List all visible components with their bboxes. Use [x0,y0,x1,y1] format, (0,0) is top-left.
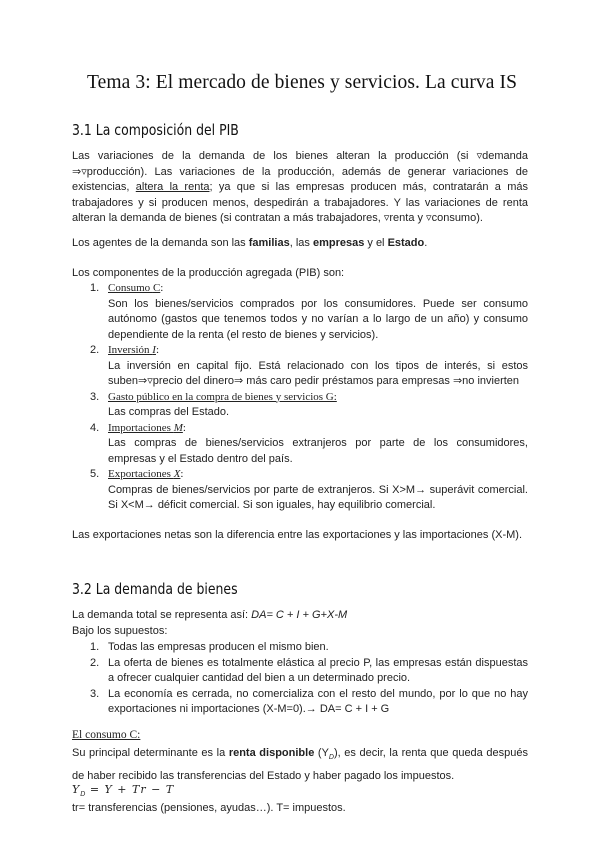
renta-disponible: renta disponible [228,747,315,759]
list-number: 1. [90,641,100,653]
underlined-phrase: altera la renta [135,181,210,193]
list-suffix: : [182,421,186,434]
list-item-heading [108,390,528,406]
list-label: Exportaciones [108,468,174,480]
formula-rest: = Y + Tr − T [85,783,175,796]
demand-text: La demanda total se representa así: [72,609,252,621]
list-label: Consumo [108,282,153,294]
page-title: Tema 3: El mercado de bienes y servicios. La curva IS [86,72,518,93]
list-item-body: Compras de bienes/servicios por parte de extranjeros. Si X>M→ superávit comercial. Si X<M→ déficit comercial. Si son iguales, hay equilibrio comercial. [108,483,528,511]
assumptions-intro: Bajo los supuestos: [72,625,168,637]
list-number: 5. [90,468,100,480]
list-item [72,421,528,468]
agents-sep: , las [289,237,313,249]
list-item-body: Son los bienes/servicios comprados por los consumidores. Puede ser consumo autónomo (gastos que tenemos todos y no varían a lo largo de un año) y consumo dependiente de la renta (el resto de bienes y servicios). [108,297,528,341]
formula-y: Y [72,783,81,796]
list-suffix: : [160,282,164,294]
paragraph-demand-variations [72,149,528,227]
list-label: Gasto público en la compra de bienes y servicios G: [108,390,337,403]
components-intro: Los componentes de la producción agregada (PIB) son: [72,267,345,279]
agent-familias: familias [248,237,290,249]
consumo-heading [72,728,528,744]
list-number: 3. [90,390,100,403]
list-number: 3. [90,687,100,700]
agents-sep: y el [364,237,388,249]
agent-estado: Estado [387,237,425,249]
demand-definition [72,608,528,624]
list-item-body: Las compras del Estado. [108,406,230,418]
list-item [72,656,528,687]
section-heading-3-1: 3.1 La composición del PIB [72,121,239,139]
list-number: 2. [90,656,100,669]
consumo-text: (Y [314,747,329,759]
list-item-heading [108,343,528,359]
list-item [72,343,528,390]
consumo-text: Su principal determinante es la [72,747,229,759]
list-item [72,281,528,343]
list-var: X [173,468,181,480]
agents-end: . [424,237,428,249]
demand-formula: DA= C + I + G+X-M [251,609,348,621]
disposable-income-formula [72,782,528,803]
agents-text: Los agentes de la demanda son las [72,237,249,249]
list-item-heading [108,467,528,483]
list-item-body: Todas las empresas producen el mismo bien. [108,641,329,653]
paragraph-text: Las variaciones de la demanda de los bienes alteran la producción (si ▿demanda ⇒▿producción). Las variaciones de la producción, además de generar variaciones de existencias, [72,150,528,193]
consumo-text: ), es decir, la renta que queda después de haber recibido las transferencias del Estado y haber pagado los impuestos. [72,747,528,782]
list-suffix: : [180,468,184,480]
assumptions-list [72,640,528,718]
agent-empresas: empresas [312,237,365,249]
section-heading-3-2: 3.2 La demanda de bienes [72,580,238,598]
list-var: M [173,421,183,434]
list-item [72,640,528,656]
list-item [72,390,528,421]
paragraph-agents [72,236,528,252]
net-exports-line: Las exportaciones netas son la diferencia entre las exportaciones y las importaciones (X-M). [72,529,523,541]
list-var: I [152,344,156,356]
subscript: D [328,754,334,761]
list-var: C [152,282,161,294]
list-item-heading [108,281,528,297]
list-item [72,687,528,718]
consumo-paragraph [72,744,528,785]
list-item-heading [108,421,528,437]
list-label: Inversión [108,344,153,356]
list-number: 2. [90,344,100,356]
list-number: 1. [90,282,100,294]
paragraph-text-end: ; ya que si las empresas producen más, contratarán a más trabajadores y si producen menos, despedirán a trabajadores. Y las variaciones de renta alteran la demanda de bienes (si contratan a más trabajadores, ▿renta y ▿consumo). [72,181,528,224]
list-suffix: : [155,344,160,356]
consumo-heading-text: El consumo C: [72,729,141,741]
list-number: 4. [90,421,100,434]
list-item-body: La oferta de bienes es totalmente elástica al precio P, las empresas están dispuestas a ofrecer cualquier cantidad del bien a un determinado precio. [108,656,528,684]
components-list [72,281,528,514]
list-item [72,467,528,514]
formula-subscript: D [80,791,86,798]
list-item-body: Las compras de bienes/servicios extranjeros por parte de los consumidores, empresas y el Estado dentro del país. [108,437,528,465]
list-item-body: La inversión en capital fijo. Está relacionado con los tipos de interés, si estos suben⇒▿precio del dinero⇒ más caro pedir préstamos para empresas ⇒no invierten [108,359,528,387]
tr-definition: tr= transferencias (pensiones, ayudas…). T= impuestos. [72,802,346,814]
list-label: Importaciones [108,421,174,434]
list-item-body: La economía es cerrada, no comercializa con el resto del mundo, por lo que no hay exportaciones ni importaciones (X-M=0).→ DA= C + I + G [108,687,528,715]
